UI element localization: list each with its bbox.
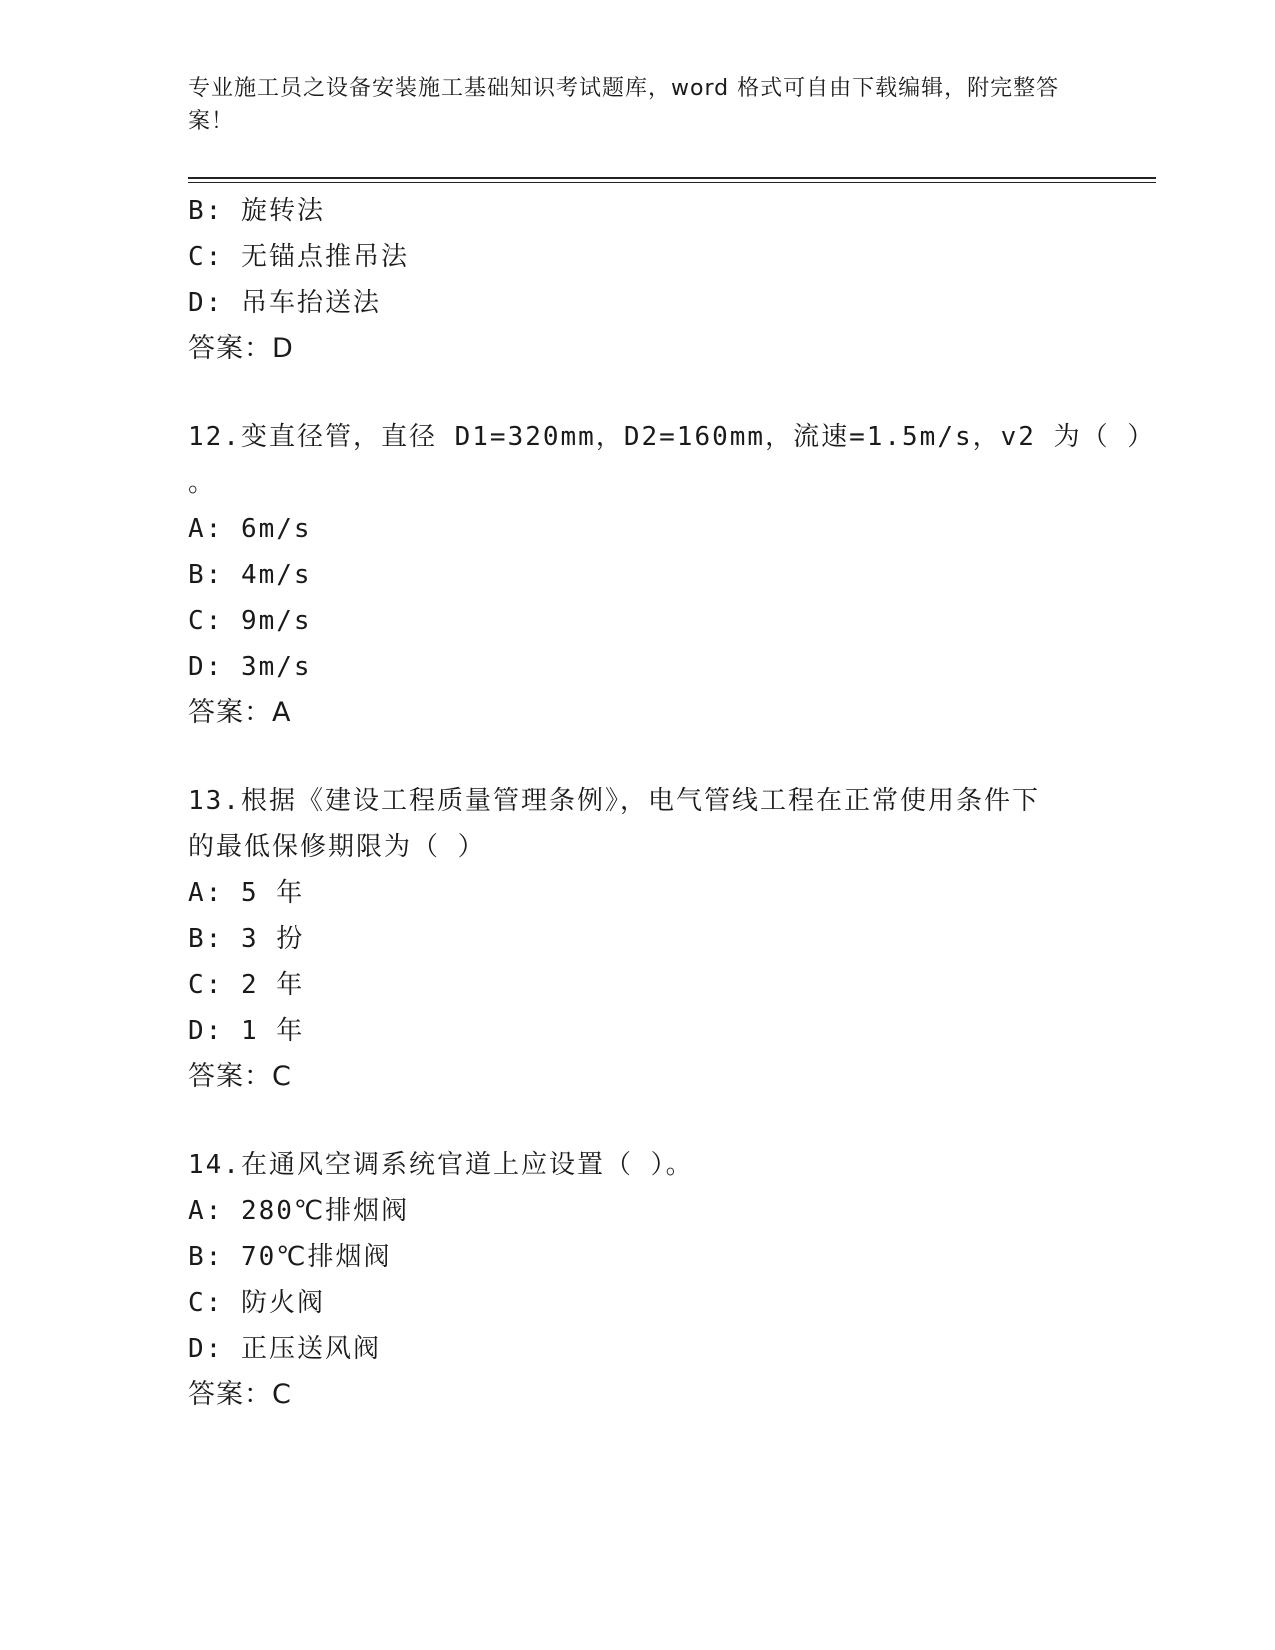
option-b: B: 4m/s — [188, 560, 312, 590]
option-b: B: 3 扮 — [188, 924, 305, 954]
option-c: C: 防火阀 — [188, 1288, 325, 1318]
question-13-stem-cont: 的最低保修期限为（ ） — [188, 832, 486, 862]
document-title: 专业施工员之设备安装施工基础知识考试题库，word 格式可自由下载编辑，附完整答案！ — [188, 76, 1060, 134]
document-header — [188, 72, 1068, 138]
option-d: D: 吊车抬送法 — [188, 288, 381, 318]
option-b: B: 70℃排烟阀 — [188, 1242, 392, 1272]
option-b: B: 旋转法 — [188, 196, 325, 226]
option-d: D: 3m/s — [188, 652, 312, 682]
answer-line: 答案：A — [188, 697, 292, 728]
question-12-stem: 12.变直径管，直径 D1=320mm，D2=160mm，流速=1.5m/s，v2 为（ ） — [188, 422, 1156, 452]
option-c: C: 无锚点推吊法 — [188, 242, 409, 272]
header-divider-thin — [188, 182, 1156, 183]
answer-line: 答案：C — [188, 1379, 292, 1410]
answer-line: 答案：D — [188, 333, 294, 364]
header-divider — [188, 177, 1156, 179]
question-12-stem-cont: 。 — [188, 468, 217, 498]
option-d: D: 1 年 — [188, 1016, 305, 1046]
option-a: A: 280℃排烟阀 — [188, 1196, 410, 1226]
option-a: A: 6m/s — [188, 514, 312, 544]
option-d: D: 正压送风阀 — [188, 1334, 381, 1364]
question-14-stem: 14.在通风空调系统官道上应设置（ ）。 — [188, 1150, 694, 1180]
option-c: C: 2 年 — [188, 970, 305, 1000]
question-content — [188, 188, 1156, 1418]
question-13-stem: 13.根据《建设工程质量管理条例》，电气管线工程在正常使用条件下 — [188, 786, 1040, 816]
option-c: C: 9m/s — [188, 606, 312, 636]
option-a: A: 5 年 — [188, 878, 305, 908]
answer-line: 答案：C — [188, 1061, 292, 1092]
